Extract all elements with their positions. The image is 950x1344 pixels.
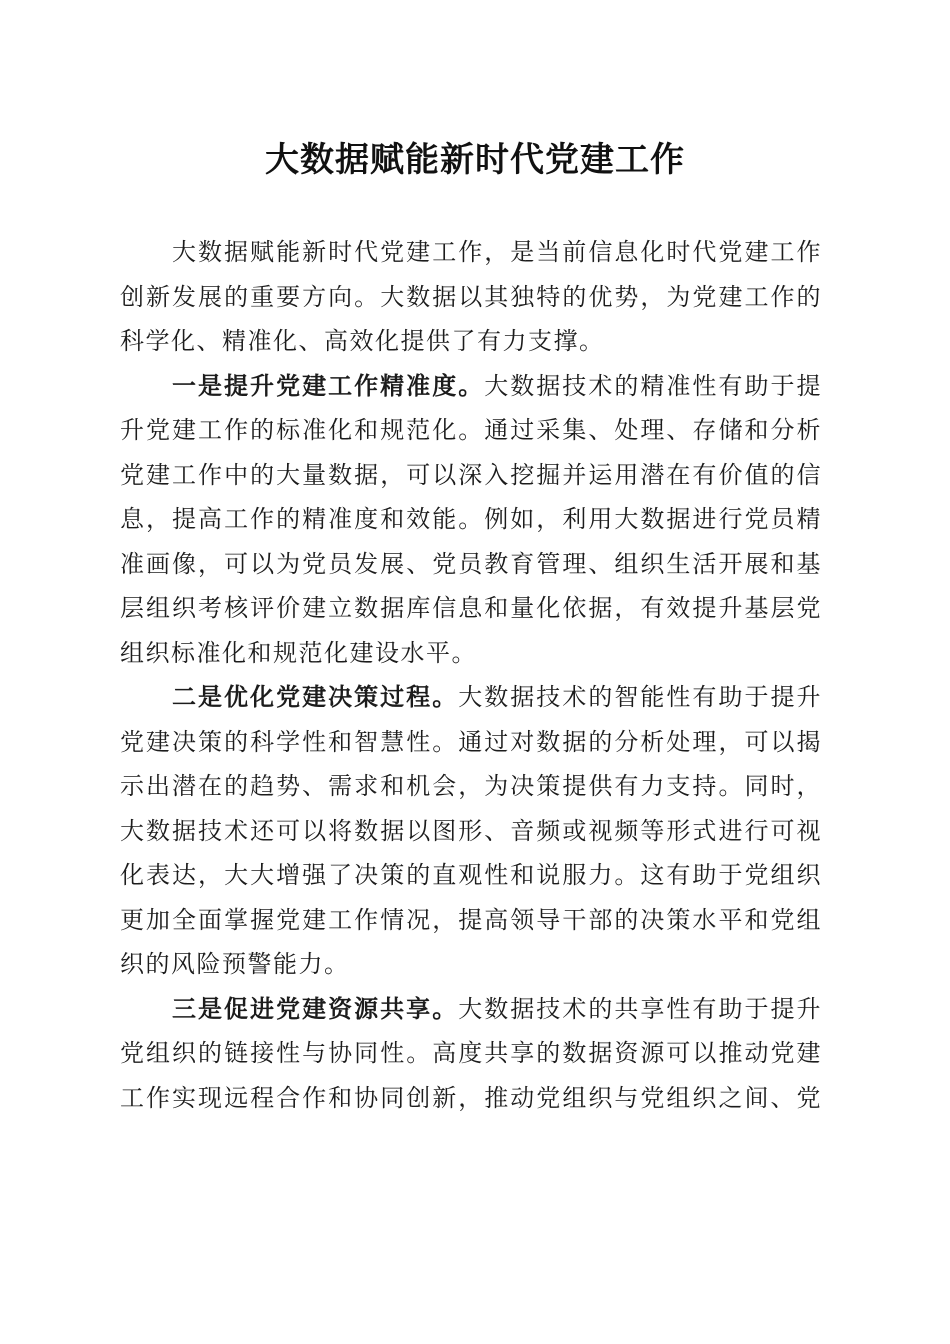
text-line: 升党建工作的标准化和规范化。通过采集、处理、存储和分析 xyxy=(120,416,822,444)
document-title: 大数据赋能新时代党建工作 xyxy=(265,140,685,180)
paragraph-point-2 xyxy=(120,675,822,987)
text-line: 组织标准化和规范化建设水平。 xyxy=(120,638,477,667)
document-body xyxy=(120,230,822,1120)
text-line-rest: 大数据技术的精准性有助于提 xyxy=(484,371,822,400)
paragraph-lead: 二是优化党建决策过程。 xyxy=(172,682,459,711)
text-line: 党建决策的科学性和智慧性。通过对数据的分析处理，可以揭 xyxy=(120,727,822,756)
text-line: 息，提高工作的精准度和效能。例如，利用大数据进行党员精 xyxy=(120,505,822,533)
paragraph-intro xyxy=(120,230,822,364)
text-line: 层组织考核评价建立数据库信息和量化依据，有效提升基层党 xyxy=(120,594,822,622)
paragraph-lead: 一是提升党建工作精准度。 xyxy=(172,370,485,400)
text-line-rest: 大数据技术的智能性有助于提升 xyxy=(458,683,822,711)
text-line-rest: 大数据技术的共享性有助于提升 xyxy=(458,994,822,1023)
text-line: 化表达，大大增强了决策的直观性和说服力。这有助于党组织 xyxy=(120,861,822,889)
text-line: 大数据赋能新时代党建工作，是当前信息化时代党建工作 xyxy=(172,238,822,266)
text-line: 党建工作中的大量数据，可以深入挖掘并运用潜在有价值的信 xyxy=(120,460,822,489)
text-line: 科学化、精准化、高效化提供了有力支撑。 xyxy=(120,327,605,355)
paragraph-point-1 xyxy=(120,364,822,676)
text-line xyxy=(120,675,822,720)
text-line: 更加全面掌握党建工作情况，提高领导干部的决策水平和党组 xyxy=(120,905,822,934)
paragraph-lead: 三是促进党建资源共享。 xyxy=(172,993,459,1023)
text-line xyxy=(120,364,822,409)
text-line: 织的风险预警能力。 xyxy=(120,950,350,978)
text-line: 大数据技术还可以将数据以图形、音频或视频等形式进行可视 xyxy=(120,816,822,845)
text-line xyxy=(120,987,822,1032)
text-line: 工作实现远程合作和协同创新，推动党组织与党组织之间、党 xyxy=(120,1083,822,1112)
text-line: 准画像，可以为党员发展、党员教育管理、组织生活开展和基 xyxy=(120,549,822,578)
paragraph-point-3 xyxy=(120,987,822,1121)
text-line: 创新发展的重要方向。大数据以其独特的优势，为党建工作的 xyxy=(120,282,822,311)
text-line: 示出潜在的趋势、需求和机会，为决策提供有力支持。同时， xyxy=(120,772,822,800)
text-line: 党组织的链接性与协同性。高度共享的数据资源可以推动党建 xyxy=(120,1039,822,1067)
